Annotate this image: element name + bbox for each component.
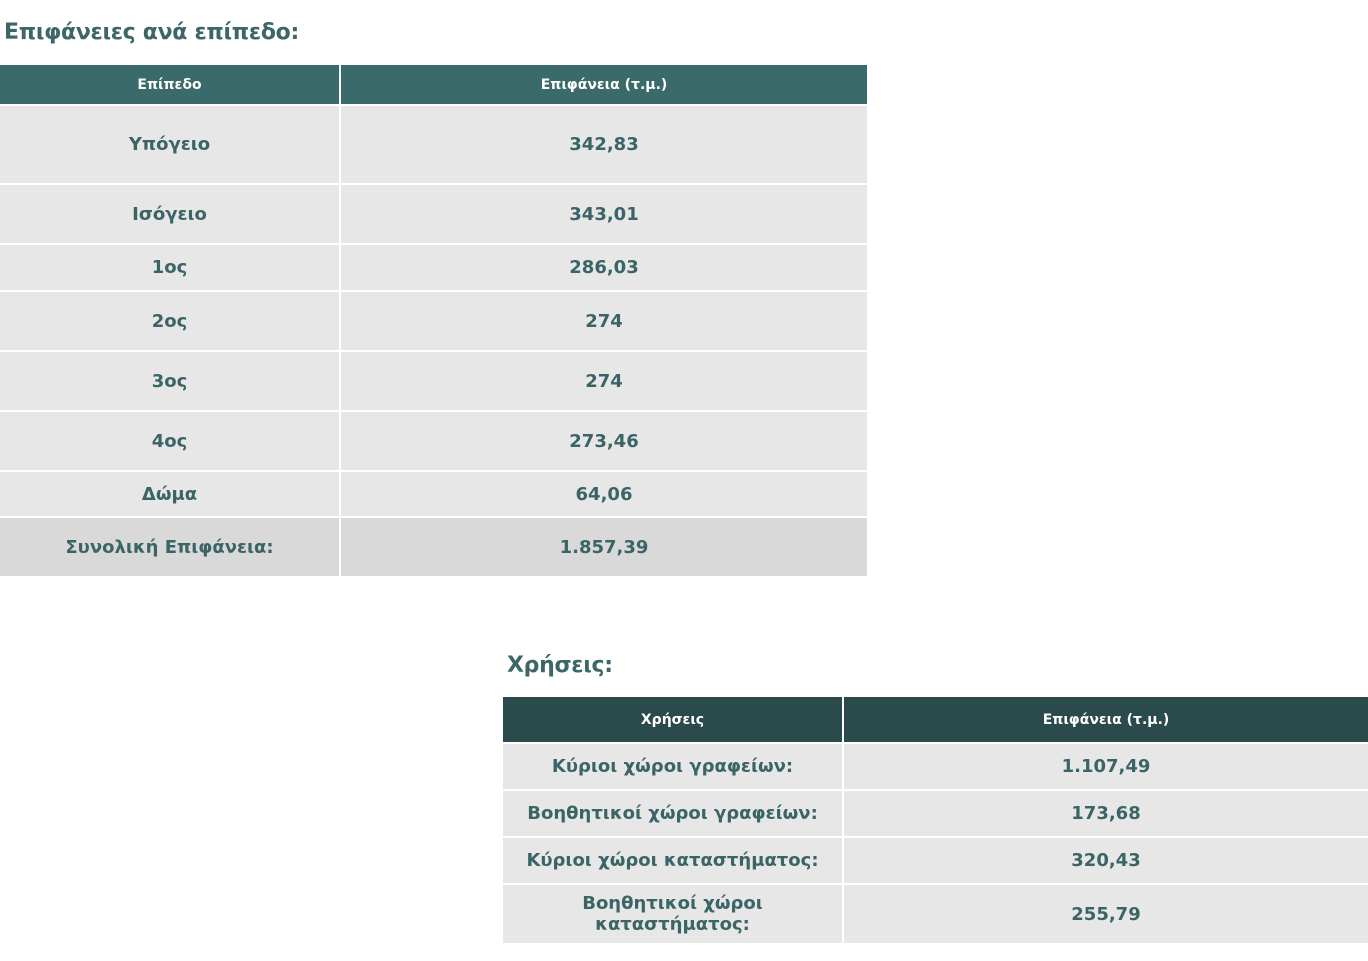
- column-header-area: Επιφάνεια (τ.μ.): [340, 65, 867, 105]
- use-area-cell: 320,43: [843, 837, 1368, 884]
- column-header-level: Επίπεδο: [0, 65, 340, 105]
- column-header-area: Επιφάνεια (τ.μ.): [843, 697, 1368, 743]
- uses-section-title: Χρήσεις:: [507, 653, 613, 678]
- level-area-cell: 273,46: [340, 411, 867, 471]
- level-area-cell: 343,01: [340, 184, 867, 244]
- table-row: [0, 291, 867, 351]
- use-area-cell: 255,79: [843, 884, 1368, 943]
- use-area-cell: 1.107,49: [843, 743, 1368, 790]
- levels-area-table: [0, 65, 867, 576]
- level-name-cell: Ισόγειο: [0, 184, 340, 244]
- level-area-cell: 342,83: [340, 105, 867, 184]
- table-row: [503, 790, 1368, 837]
- table-row: [503, 884, 1368, 943]
- level-name-cell: 3ος: [0, 351, 340, 411]
- table-row: [503, 837, 1368, 884]
- levels-section-title: Επιφάνειες ανά επίπεδο:: [4, 20, 299, 45]
- table-row: [0, 244, 867, 291]
- use-name-cell: Κύριοι χώροι καταστήματος:: [503, 837, 843, 884]
- use-name-cell: Βοηθητικοί χώροι καταστήματος:: [503, 884, 843, 943]
- table-row: [0, 184, 867, 244]
- level-name-cell: 1ος: [0, 244, 340, 291]
- use-name-cell: Κύριοι χώροι γραφείων:: [503, 743, 843, 790]
- level-name-cell: 4ος: [0, 411, 340, 471]
- total-row: [0, 517, 867, 576]
- level-name-cell: Υπόγειο: [0, 105, 340, 184]
- table-row: [503, 743, 1368, 790]
- table-header-row: [503, 697, 1368, 743]
- total-value-cell: 1.857,39: [340, 517, 867, 576]
- table-row: [0, 411, 867, 471]
- uses-area-table: [503, 697, 1368, 943]
- total-label-cell: Συνολική Επιφάνεια:: [0, 517, 340, 576]
- use-name-cell: Βοηθητικοί χώροι γραφείων:: [503, 790, 843, 837]
- level-name-cell: 2ος: [0, 291, 340, 351]
- level-name-cell: Δώμα: [0, 471, 340, 517]
- use-area-cell: 173,68: [843, 790, 1368, 837]
- table-header-row: [0, 65, 867, 105]
- level-area-cell: 286,03: [340, 244, 867, 291]
- table-row: [0, 471, 867, 517]
- level-area-cell: 274: [340, 351, 867, 411]
- table-row: [0, 105, 867, 184]
- table-row: [0, 351, 867, 411]
- level-area-cell: 64,06: [340, 471, 867, 517]
- level-area-cell: 274: [340, 291, 867, 351]
- column-header-use: Χρήσεις: [503, 697, 843, 743]
